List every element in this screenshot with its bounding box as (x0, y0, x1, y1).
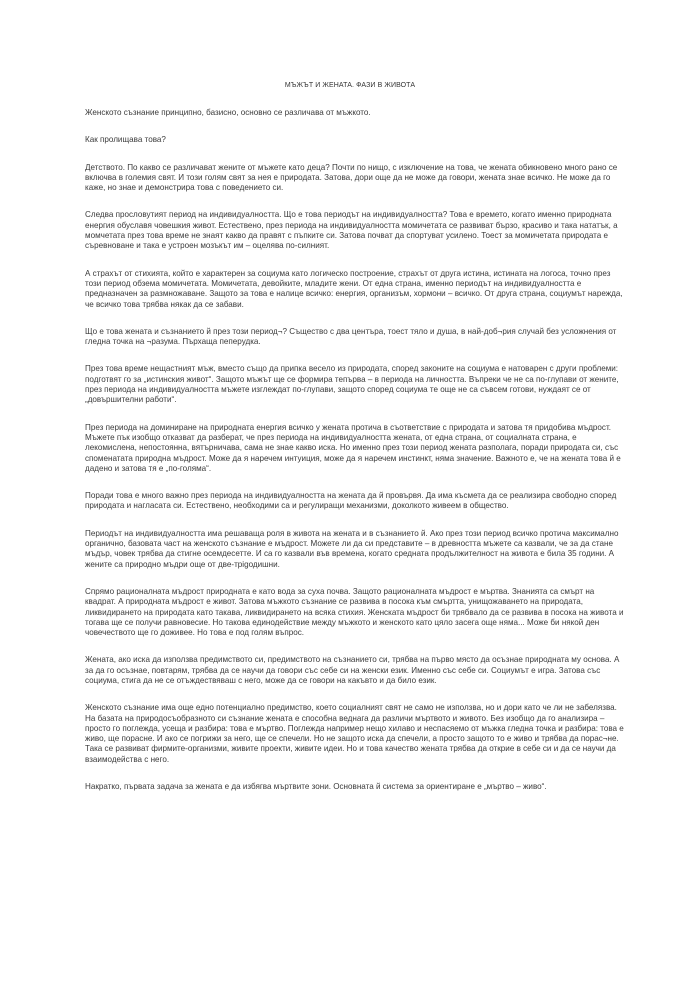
paragraph: Що е това жената и съзнанието й през този период¬? Същество с два центъра, тоест тяло и душа, в най-доб¬рия случай без усложнения от гледна точка на ¬разума. Пърхаща пеперудка. (85, 326, 617, 347)
paragraph: Женското съзнание има още едно потенциално предимство, което социалният свят не само не използва, но и дори като че ли не забелязва. На базата на природосъобразното си съзнание жената е способна веднага да различи мъртвото и живото. Без изобщо да го анализира – просто го поглежда, усеща и разбира: това е мъртво. Поглежда например нещо хилаво и неспасяемо от мъжка гледна точка и разбира: това е живо, ще порасне. И ако се погрижи за него, ще се спечели. Но не защото иска да спечели, а просто защото то е живо и трябва да порас¬не. Така се развиват фирмите-организми, живите проекти, живите идеи. Но и това качество жената трябва да открие в себе си и да се научи да взаимодейства с него. (85, 703, 624, 764)
paragraph: Следва прословутият период на индивидуалността. Що е това периодът на индивидуалността? Това е времето, когато именно природната енергия обуславя човешкия живот. Естествено, през периода на индивидуалността момичетата се развиват бързо, красиво и така нататък, а момчетата през това време не знаят какво да правят с пъпките си. Затова почват да спортуват усилено. Тоест за момичетата природата е съревноване и така е устроен мозъкът им – оцелява по-силният. (85, 210, 618, 251)
paragraph: Спрямо рационалната мъдрост природната е като вода за суха почва. Защото рационалната мъдрост е мъртва. Знанията са смърт на квадрат. А природната мъдрост е живот. Затова мъжкото съзнание се развива в посока към смъртта, унищожаването на природата, ликвидирането на природата като такава, ликвидирането на всяка стихия. Женската мъдрост би трябвало да се развива в посока на живота и тогава ще се получи равновесие. Но такова единодействие между мъжкото и женското като цяло засега още няма... Може би някой ден човечеството ще го доживее. Но това е под голям въпрос. (85, 586, 624, 638)
document-body (85, 108, 625, 809)
paragraph: През периода на доминиране на природната енергия всичко у жената протича в съответствие с природата и затова тя придобива мъдрост. Мъжете пък изобщо отказват да разберат, че през периода на индивидуалността жената, от една страна, от социалната страна, е лекомислена, непостоянна, вятърничава, сама не знае какво иска. Но именно през този период жената разполага, поради природата си, със споменатата природна мъдрост. Може да я наречем интуиция, може да я наречем инстинкт, няма значение. Важното е, че на жената това й е дадено и затова тя е „по-голяма“. (85, 422, 621, 473)
paragraph: През това време нещастният мъж, вместо също да припка весело из природата, според законите на социума е натоварен с други проблеми: подготвят го за „истинския живот“. Защото мъжът ще се формира тепърва – в периода на личността. Въпреки че не са по-глупави от жените, през периода на индивидуалността мъжете изглеждат по-глупави, защото според социума те още не са съвсем готови, нуждаят се от „довършителни работи“. (85, 364, 619, 405)
paragraph: Женското съзнание принципно, базисно, основно се различава от мъжкото. (85, 108, 371, 117)
paragraph: А страхът от стихията, който е характерен за социума като логическо построение, страхът от друга истина, истината на логоса, точно през този период обзема момичетата. Момичетата, девойките, младите жени. От една страна, именно периодът на индивидуалността е предназначен за размножаване. Защото за това е налице всичко: енергия, организъм, хормони – всичко. От друга страна, социумът нарежда, че всичко това трябва някак да се забави. (85, 268, 623, 309)
paragraph: Детството. По какво се различават жените от мъжете като деца? Почти по нищо, с изключение на това, че жената обикновено много рано се включва в големия свят. И този голям свят за нея е природата. Затова, дори още да не може да говори, жената знае всичко. Не може да го каже, но знае и демонстрира това с поведението си. (85, 162, 618, 193)
paragraph: Накратко, първата задача за жената е да избягва мъртвите зони. Основната й система за ориентиране е „мъртво – живо“. (85, 782, 547, 792)
document-title: МЪЖЪТ И ЖЕНАТА. ФАЗИ В ЖИВОТА (284, 82, 416, 89)
paragraph: Жената, ако иска да използва предимството си, предимството на съзнанието си, трябва на първо място да осъзнае природната му основа. А за да го осъзнае, повтарям, трябва да се научи да говори със себе си на женски език. Именно със себе си. Социумът е игра. Затова със социума, стига да не се отъждествяваш с него, може да се говори на какъвто и да било език. (85, 655, 620, 685)
paragraph: Как пролищава това? (85, 135, 166, 145)
paragraph: Поради това е много важно през периода на индивидуалността на жената да й провървя. Да има късмета да се реализира свободно според природата и нагласата си. Естествено, необходими са и регулиращи механизми, доколкото живеем в общество. (85, 491, 617, 511)
paragraph: Периодът на индивидуалността има решаваща роля в живота на жената и в съзнанието й. Ако през този период всичко протича максимално органично, базовата част на женското съзнание е мъдрост. Можете ли да си представите – в древността мъжете са казвали, че за да стане мъдър, човек трябва да стигне осемдесетте. И са го казвали във времена, когато средната продължителност на живота е била 35 години. А жените са природно мъдри още от две-трigодишни. (85, 528, 619, 569)
